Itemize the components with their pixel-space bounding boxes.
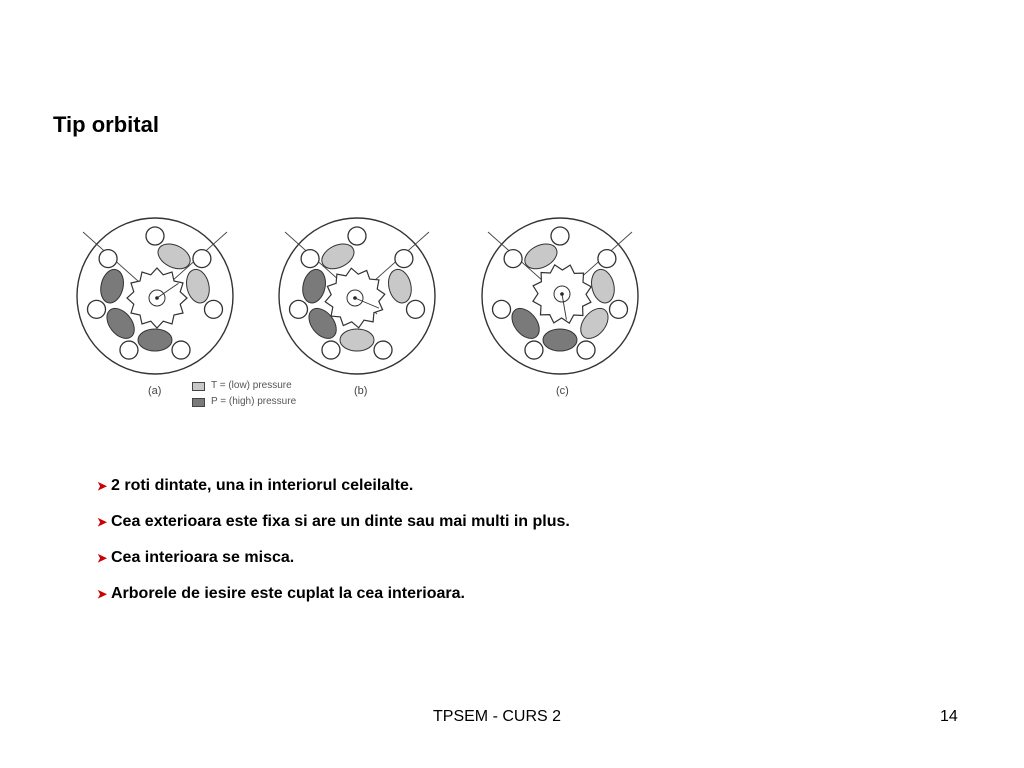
bullet-item <box>97 540 570 576</box>
roller <box>525 341 543 359</box>
roller <box>598 250 616 268</box>
bullet-text: Arborele de iesire este cuplat la cea interioara. <box>111 585 465 602</box>
roller <box>395 250 413 268</box>
roller <box>172 341 190 359</box>
bullet-item <box>97 468 570 504</box>
roller <box>406 300 424 318</box>
panel-c-caption: (c) <box>556 385 569 397</box>
bullet-item <box>97 504 570 540</box>
roller <box>88 300 106 318</box>
roller <box>374 341 392 359</box>
motor-panel <box>482 218 638 374</box>
slide-title: Tip orbital <box>53 112 159 137</box>
bullet-arrow-icon: ➤ <box>97 587 108 601</box>
roller <box>348 227 366 245</box>
pressure-chamber <box>543 329 577 351</box>
legend-low-pressure-label: T = (low) pressure <box>211 380 292 391</box>
roller <box>146 227 164 245</box>
roller <box>120 341 138 359</box>
bullet-list <box>97 468 570 612</box>
roller <box>290 300 308 318</box>
bullet-item <box>97 576 570 612</box>
pressure-chamber <box>340 329 374 351</box>
roller <box>577 341 595 359</box>
bullet-text: 2 roti dintate, una in interiorul celeilalte. <box>111 477 414 494</box>
roller <box>493 300 511 318</box>
legend-high-pressure-label: P = (high) pressure <box>211 396 297 407</box>
bullet-text: Cea exterioara este fixa si are un dinte sau mai multi in plus. <box>111 513 570 530</box>
motor-panel <box>77 218 233 374</box>
roller <box>99 250 117 268</box>
bullet-arrow-icon: ➤ <box>97 515 108 529</box>
roller <box>322 341 340 359</box>
motor-panel <box>279 218 435 374</box>
legend-low-pressure <box>192 378 296 394</box>
roller <box>193 250 211 268</box>
roller <box>204 300 222 318</box>
bullet-arrow-icon: ➤ <box>97 551 108 565</box>
pressure-legend <box>192 378 296 410</box>
footer-text: TPSEM - CURS 2 <box>433 708 562 725</box>
roller <box>609 300 627 318</box>
panel-b-caption: (b) <box>354 385 368 397</box>
high-pressure-swatch <box>192 398 205 407</box>
pressure-chamber <box>138 329 172 351</box>
slide-number: 14 <box>940 708 958 725</box>
panel-a-caption: (a) <box>148 385 162 397</box>
low-pressure-swatch <box>192 382 205 391</box>
roller <box>551 227 569 245</box>
legend-high-pressure <box>192 394 296 410</box>
bullet-text: Cea interioara se misca. <box>111 549 295 566</box>
roller <box>504 250 522 268</box>
orbital-motor-figure <box>70 214 650 414</box>
orbital-motor-diagrams <box>70 214 650 414</box>
bullet-arrow-icon: ➤ <box>97 479 108 493</box>
roller <box>301 250 319 268</box>
